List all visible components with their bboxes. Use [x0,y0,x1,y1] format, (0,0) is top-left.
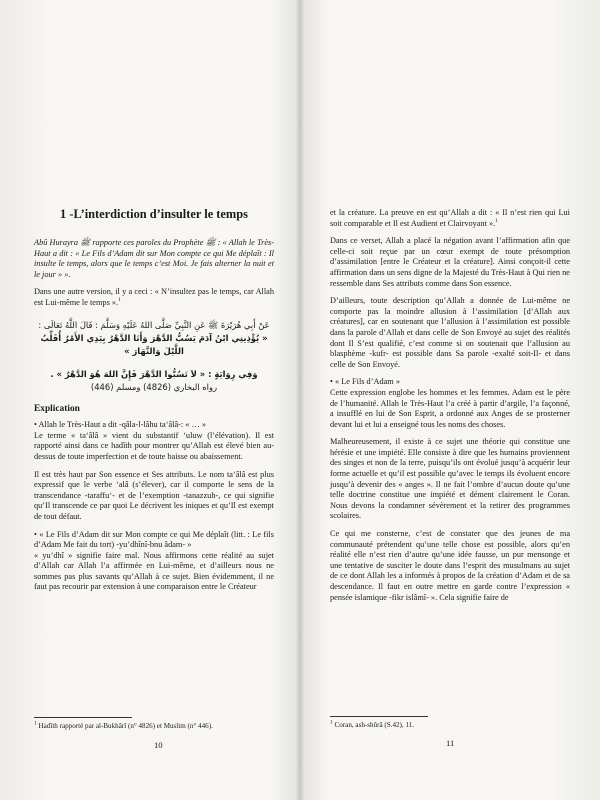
left-paragraph-3: • Allah le Très-Haut a dit -qâla-l-lâhu ta‘âlâ-: « … » [34,420,207,430]
right-paragraph-3: D’ailleurs, toute description qu’Allah a donnée de Lui-même ne comporte pas la moindre allusion à l’assimilation [d’Allah aux créatures], car en soutenant que l’allusion à l’assimilation est possible dans la parole d’Allah et dans celle de Son Envoyé au sujet des réalités dont Il S’est qualifié, c’est comme si on soutenait que l’allusion au blasphème -kufr- est possible dans Sa parole -exalté soit-Il- et dans celle de Son Envoyé. [330,296,570,369]
left-paragraph-1: Abû Hurayra ﷺ rapporte ces paroles du Prophète ﷺ : « Allah le Très-Haut a dit : « Le Fils d’Adam dit sur Mon compte ce qui Me déplaît : Il insulte le temps, alors que le temps c’est Moi. Je fais alterner la nuit et le jour » ». [34,238,275,279]
right-footnote-text: Coran, ash-shûrâ (S.42), 11. [334,721,415,729]
page-number-left: 10 [154,740,163,750]
chapter-title: 1 -L’interdiction d’insulter le temps [60,207,248,221]
right-paragraph-4: • « Le Fils d’Adam » [330,377,400,387]
right-page [304,0,600,800]
right-paragraph-1-text: et la créature. La preuve en est qu’Allah a dit : « Il n’est rien qui Lui soit comparable et Il est Audient et Clairvoyant ». [330,208,570,228]
left-paragraph-7: « yu’dhî » signifie faire mal. Nous affirmons cette réalité au sujet d’Allah car Allah l’a affirmée en Lui-même, et d’ailleurs nous ne sommes pas plus savants qu’Allah à ce sujet. Bien évidemment, il ne faut pas recourir par extension à une comparaison entre le Créateur [34,550,274,592]
footnote-divider [330,716,428,717]
left-footnote-text: Hadîth rapporté par al-Bukhârî (n° 4826) et Muslim (n° 446). [38,722,213,730]
left-page [0,0,296,800]
arabic-variant-block [34,368,274,394]
footnote-divider [34,717,132,718]
book-gutter [296,0,304,800]
left-paragraph-2 [34,287,274,308]
footnote-ref: 1 [118,297,121,304]
right-paragraph-7: Ce qui me consterne, c’est de constater que des jeunes de ma communauté prétendent qu’une telle chose est possible, alors qu’en réalité elle n’est rien d’autre qu’une idée fausse, un pur mensonge et une tentative de susciter le doute dans l’esprit des musulmans au sujet de ce dont Allah les a informés à propos de la création d’Adam et de sa descendance. Il faut en outre mettre en garde contre l’expression « pensée islamique -fikr islâmî- ». Cela signifie faire de [330,529,570,602]
right-paragraph-2: Dans ce verset, Allah a placé la négation avant l’affirmation afin que celle-ci soit reçue par un cœur exempt de toute présomption d’assimilation [entre le Créateur et la créature]. Ainsi conçoit-il cette affirmation dans un sens digne de la Majesté du Très-Haut à Qui rien ne ressemble dans Ses attributs comme dans Son essence. [330,236,570,288]
footnote-mark: 1 [330,719,333,726]
right-footnote [330,721,560,730]
footnote-ref: 1 [495,217,498,224]
arabic-line-3: وَفِي رِوَايَةٍ : « لاَ تَسُبُّوا الدَّهْرَ فَإِنَّ اللهَ هُوَ الدَّهْرُ » . [50,368,258,379]
left-paragraph-6: • « Le Fils d’Adam dit sur Mon compte ce qui Me déplaît (litt. : Le fils d’Adam Me fait du tort) -yu’dhînî-bnu âdam- » [34,529,274,550]
arabic-line-1: عَنْ أَبِي هُرَيْرَةَ ﷺ عَنِ النَّبِيِّ صَلَّى اللهُ عَلَيْهِ وَسَلَّمَ : قَالَ اللَّهُ تَعَالَى : [38,319,270,330]
right-paragraph-6: Malheureusement, il existe à ce sujet une théorie qui constitue une hérésie et une impiété. Elle consiste à dire que les humains proviennent des singes et non de la terre, puisqu’ils ont évolué jusqu’à acquérir leur forme actuelle et qu’il est possible qu’avec le temps ils évoluent encore jusqu’à devenir des « anges ». Il ne fait l’ombre d’aucun doute qu’une telle doctrine constitue une impiété et dément clairement le Coran. Nous devons la condamner sévèrement et la retirer des programmes scolaires. [330,437,570,521]
left-paragraph-5: Il est très haut par Son essence et Ses attributs. Le nom ta‘âlâ est plus expressif que le verbe ‘alâ (s’élever), car il comporte le sens de la transcendance -taraffu‘- et de l’exemption -tanazzuh-, ce qui signifie qu’Il transcende ce par quoi Le décrivent les iniques et qu’Il est exempt de tout défaut. [34,469,274,521]
footnote-mark: 1 [34,720,37,727]
page-number-right: 11 [446,738,455,748]
arabic-line-2: « يُؤْذِينِي ابْنُ آدَمَ يَسُبُّ الدَّهْرَ وَأَنَا الدَّهْرُ بِيَدِي الأَمْرُ أُقَلِّبُ اللَّيْلَ وَالنَّهَارَ » [40,332,268,356]
left-paragraph-4: Le terme « ta‘âlâ » vient du substantif ‘uluw (l’élévation). Il est rapporté ainsi dans ce hadîth pour montrer qu’Allah est élevé bien au-dessus de toute imperfection et de toute baisse ou abaissement. [34,430,274,461]
right-paragraph-1 [330,208,570,229]
right-paragraph-5: Cette expression englobe les hommes et les femmes. Adam est le père de l’humanité. Allah le Très-Haut l’a créé à partir d’argile, l’a façonné, a insufflé en lui de Son Esprit, a ordonné aux Anges de se prosterner devant lui et lui a enseigné tous les noms des choses. [330,387,570,429]
arabic-hadith-block [34,319,274,358]
section-heading: Explication [34,403,80,414]
left-paragraph-2-text: Dans une autre version, il y a ceci : « N’insultez pas le temps, car Allah est Lui-même le temps ». [34,287,274,307]
arabic-line-4: رواه البخاري (4826) ومسلم (446) [90,381,218,392]
left-footnote [34,722,274,731]
